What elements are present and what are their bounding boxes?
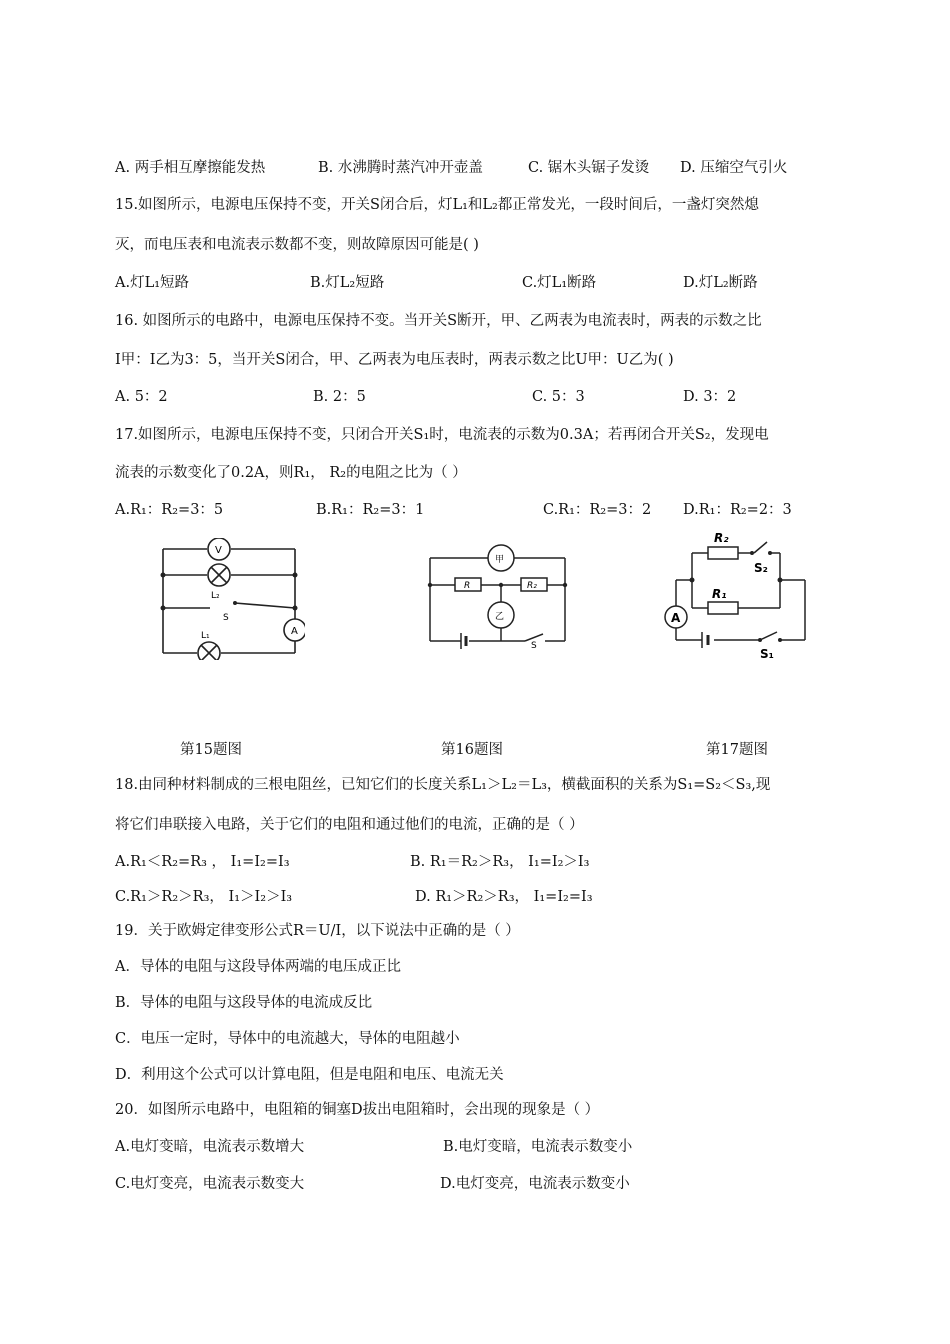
- q17-option-b: B.R₁：R₂=3：1: [316, 502, 425, 518]
- q18-option-c: C.R₁＞R₂＞R₃， I₁＞I₂＞I₃: [115, 889, 293, 905]
- ammeter-label-fig15: A: [291, 626, 298, 637]
- q15-option-b: B.灯L₂短路: [310, 275, 385, 291]
- voltmeter-label: V: [215, 545, 222, 556]
- q16-stem-line2: I甲：I乙为3：5，当开关S闭合，甲、乙两表为电压表时，两表示数之比U甲：U乙为( ): [115, 352, 674, 368]
- s1-label: S₁: [760, 647, 774, 661]
- q20-option-d: D.电灯变亮，电流表示数变小: [440, 1176, 630, 1192]
- q19-option-c: C．电压一定时，导体中的电流越大，导体的电阻越小: [115, 1031, 460, 1047]
- lamp2-label: L₂: [211, 591, 220, 601]
- switch-label-fig16: S: [531, 641, 537, 650]
- q16-option-c: C. 5：3: [532, 389, 585, 405]
- q15-stem-line2: 灭，而电压表和电流表示数都不变，则故障原因可能是( ): [115, 237, 479, 253]
- switch-label-fig15: S: [223, 613, 229, 623]
- q19-option-a: A．导体的电阻与这段导体两端的电压成正比: [115, 959, 401, 975]
- q18-option-d: D. R₁＞R₂＞R₃， I₁=I₂=I₃: [415, 889, 593, 905]
- meter-top-label: 甲: [495, 555, 505, 565]
- q18-stem-line2: 将它们串联接入电路，关于它们的电阻和通过他们的电流，正确的是（ ）: [115, 817, 584, 833]
- q18-stem-line1: 18.由同种材料制成的三根电阻丝，已知它们的长度关系L₁＞L₂＝L₃，横截面积的关系为S₁=S₂＜S₃,现: [115, 777, 771, 793]
- q17-option-c: C.R₁：R₂=3：2: [543, 502, 652, 518]
- caption-fig15: 第15题图: [180, 742, 242, 758]
- q16-stem-line1: 16. 如图所示的电路中，电源电压保持不变。当开关S断开，甲、乙两表为电流表时，两表的示数之比: [115, 313, 762, 329]
- figure-15-circuit: [155, 538, 305, 660]
- q18-option-a: A.R₁＜R₂=R₃ ， I₁=I₂=I₃: [115, 854, 290, 870]
- q20-option-a: A.电灯变暗，电流表示数增大: [115, 1139, 305, 1155]
- q15-option-c: C.灯L₁断路: [522, 275, 597, 291]
- q17-option-d: D.R₁：R₂=2：3: [683, 502, 792, 518]
- q18-option-b: B. R₁＝R₂＞R₃， I₁=I₂＞I₃: [410, 854, 590, 870]
- q15-stem-line1: 15.如图所示，电源电压保持不变，开关S闭合后，灯L₁和L₂都正常发光，一段时间后，一盏灯突然熄: [115, 197, 759, 213]
- resistor1-label-fig16: R: [464, 581, 471, 591]
- ammeter-label-fig17: A: [671, 611, 681, 625]
- q17-option-a: A.R₁：R₂=3：5: [115, 502, 224, 518]
- figure-16-circuit: [425, 540, 570, 650]
- q16-option-a: A. 5：2: [115, 389, 168, 405]
- q19-stem: 19．关于欧姆定律变形公式R＝U/I，以下说法中正确的是（ ）: [115, 923, 520, 939]
- q19-option-b: B．导体的电阻与这段导体的电流成反比: [115, 995, 373, 1011]
- q20-option-b: B.电灯变暗，电流表示数变小: [443, 1139, 633, 1155]
- lamp1-label: L₁: [201, 631, 210, 641]
- q20-stem: 20．如图所示电路中，电阻箱的铜塞D拔出电阻箱时，会出现的现象是（ ）: [115, 1102, 600, 1118]
- q20-option-c: C.电灯变亮，电流表示数变大: [115, 1176, 305, 1192]
- meter-mid-label: 乙: [495, 612, 505, 622]
- q19-option-d: D．利用这个公式可以计算电阻，但是电阻和电压、电流无关: [115, 1067, 504, 1083]
- r1-label-fig17: R₁: [712, 587, 727, 601]
- r2-label-fig17: R₂: [714, 531, 729, 545]
- figure-17-circuit: [662, 528, 812, 663]
- q15-option-a: A.灯L₁短路: [115, 275, 190, 291]
- q16-option-b: B. 2：5: [313, 389, 366, 405]
- q14-option-d: D. 压缩空气引火: [680, 160, 788, 176]
- q17-stem-line2: 流表的示数变化了0.2A，则R₁， R₂的电阻之比为（ ）: [115, 465, 467, 481]
- caption-fig16: 第16题图: [441, 742, 503, 758]
- q14-option-b: B. 水沸腾时蒸汽冲开壶盖: [318, 160, 483, 176]
- q14-option-c: C. 锯木头锯子发烫: [528, 160, 650, 176]
- q17-stem-line1: 17.如图所示，电源电压保持不变，只闭合开关S₁时，电流表的示数为0.3A；若再闭合开关S₂，发现电: [115, 427, 769, 443]
- q15-option-d: D.灯L₂断路: [683, 275, 758, 291]
- s2-label: S₂: [754, 561, 768, 575]
- caption-fig17: 第17题图: [706, 742, 768, 758]
- resistor2-label-fig16: R₂: [527, 581, 537, 591]
- q14-option-a: A. 两手相互摩擦能发热: [115, 160, 266, 176]
- q16-option-d: D. 3：2: [683, 389, 737, 405]
